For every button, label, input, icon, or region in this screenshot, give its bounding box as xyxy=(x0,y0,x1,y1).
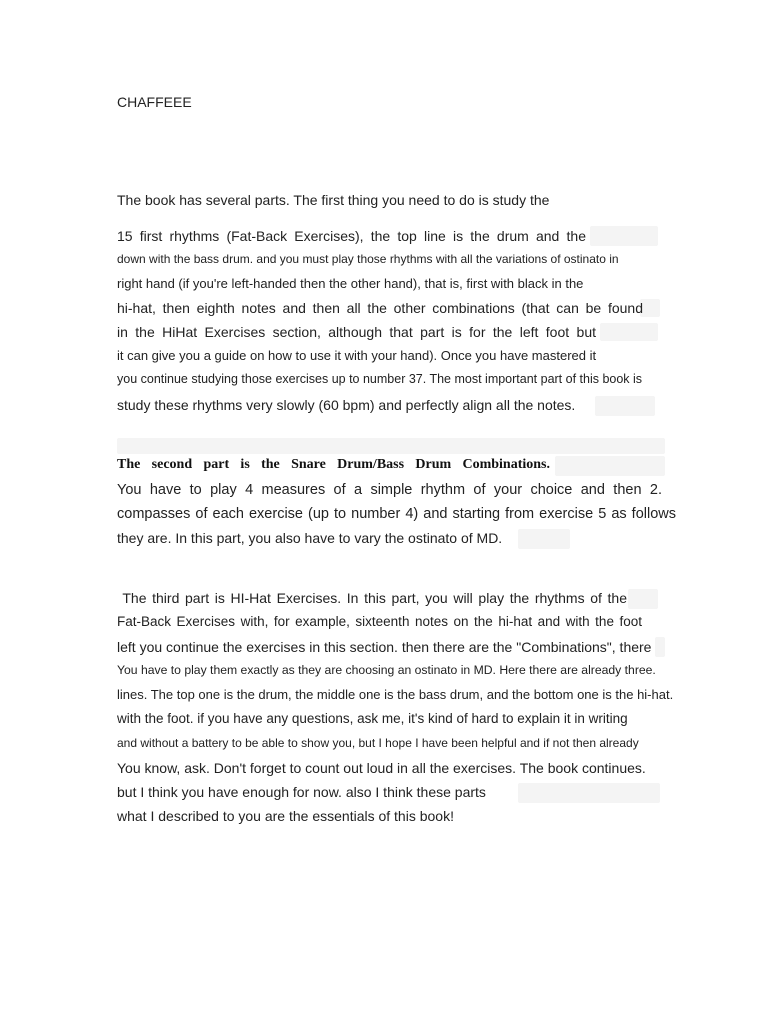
paragraph-line: 15 first rhythms (Fat-Back Exercises), the top line is the drum and the xyxy=(117,228,586,244)
paragraph-line: You have to play 4 measures of a simple rhythm of your choice and then 2. xyxy=(117,482,662,498)
paragraph-line: what I described to you are the essentials of this book! xyxy=(117,808,454,824)
paragraph-line: in the HiHat Exercises section, although that part is for the left foot but xyxy=(117,324,596,340)
paragraph-line: You have to play them exactly as they are choosing an ostinato in MD. Here there are already three. xyxy=(117,663,656,677)
highlight-remnant xyxy=(640,299,660,317)
paragraph-line: study these rhythms very slowly (60 bpm) and perfectly align all the notes. xyxy=(117,397,576,413)
highlight-remnant xyxy=(555,456,665,476)
highlight-remnant xyxy=(600,323,658,341)
paragraph-line: hi-hat, then eighth notes and then all the other combinations (that can be found xyxy=(117,300,643,316)
highlight-remnant xyxy=(590,226,658,246)
paragraph-line: right hand (if you're left-handed then the other hand), that is, first with black in the xyxy=(117,276,584,291)
document-heading: CHAFFEEE xyxy=(117,94,192,110)
paragraph-line: compasses of each exercise (up to number 4) and starting from exercise 5 as follows xyxy=(117,506,676,522)
highlight-remnant xyxy=(518,529,570,549)
highlight-remnant xyxy=(117,438,665,454)
paragraph-line: The book has several parts. The first thing you need to do is study the xyxy=(117,192,550,208)
paragraph-line: down with the bass drum. and you must play those rhythms with all the variations of ostinato in xyxy=(117,252,619,266)
highlight-remnant xyxy=(595,396,655,416)
paragraph-line: lines. The top one is the drum, the middle one is the bass drum, and the bottom one is the hi-hat. xyxy=(117,687,674,702)
paragraph-line: they are. In this part, you also have to vary the ostinato of MD. xyxy=(117,530,503,546)
highlight-remnant xyxy=(518,783,660,803)
paragraph-line: with the foot. if you have any questions, ask me, it's kind of hard to explain it in writing xyxy=(117,711,628,726)
paragraph-line: You know, ask. Don't forget to count out loud in all the exercises. The book continues. xyxy=(117,760,646,776)
paragraph-line: and without a battery to be able to show you, but I hope I have been helpful and if not then already xyxy=(117,736,639,750)
paragraph-line: left you continue the exercises in this section. then there are the "Combinations", there xyxy=(117,639,652,655)
paragraph-line: you continue studying those exercises up to number 37. The most important part of this book is xyxy=(117,372,643,386)
paragraph-line: The third part is HI-Hat Exercises. In this part, you will play the rhythms of the xyxy=(117,590,627,606)
paragraph-line: but I think you have enough for now. also I think these parts xyxy=(117,784,486,800)
paragraph-line: Fat-Back Exercises with, for example, sixteenth notes on the hi-hat and with the foot xyxy=(117,614,642,629)
section-heading: The second part is the Snare Drum/Bass Drum Combinations. xyxy=(117,457,550,472)
paragraph-line: it can give you a guide on how to use it with your hand). Once you have mastered it xyxy=(117,348,597,363)
highlight-remnant xyxy=(655,637,665,657)
highlight-remnant xyxy=(628,589,658,609)
